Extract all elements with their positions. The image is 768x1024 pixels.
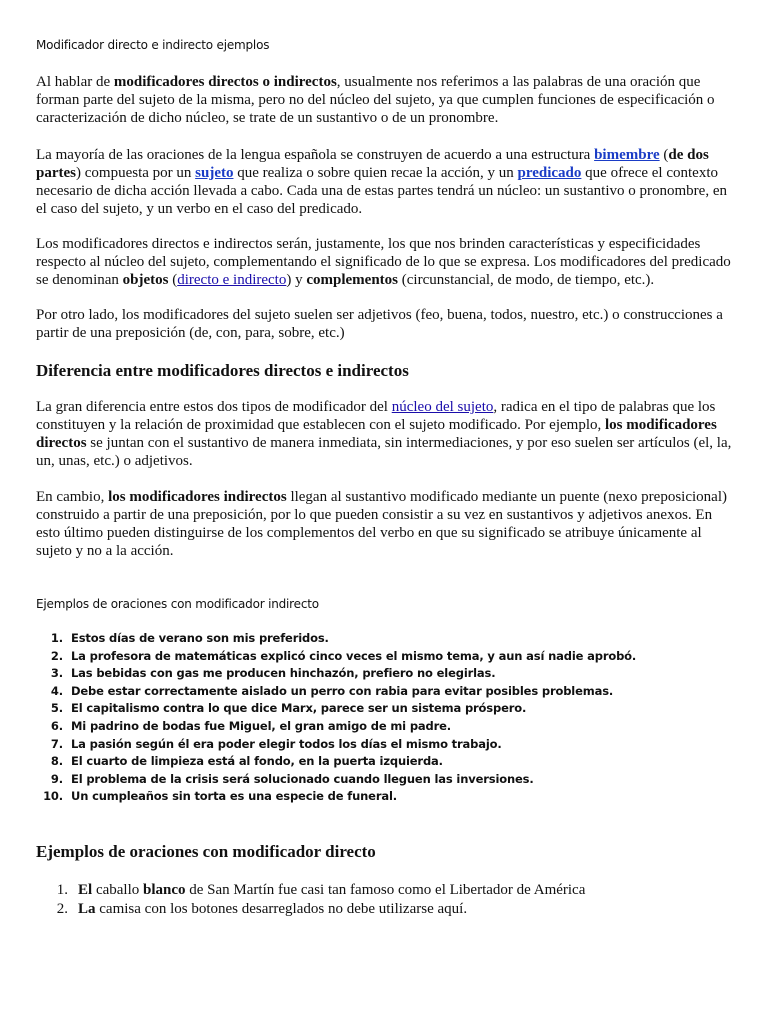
text: La mayoría de las oraciones de la lengua española se construyen de acuerdo a una estructura [36, 147, 595, 163]
paragraph-structure [36, 146, 736, 218]
link-predicado[interactable]: predicado [517, 165, 582, 181]
document-title: Modificador directo e indirecto ejemplos [36, 38, 270, 52]
bold-text: los modificadores indirectos [108, 489, 287, 505]
list-text: El cuarto de limpieza está al fondo, en la puerta izquierda. [71, 754, 443, 769]
text: ( [168, 272, 178, 288]
paragraph-difference [36, 398, 736, 470]
link-nucleo-sujeto[interactable]: núcleo del sujeto [391, 399, 494, 415]
text: , usualmente nos referimos a las palabras de una oración que forman parte del sujeto de la misma, pero no del núcleo del sujeto, ya que cumplen funciones de especificación o caracterización de dicho núcleo, se trate de un sustantivo o de un pronombre. [36, 74, 715, 126]
list-item [36, 718, 716, 736]
list-item [36, 648, 716, 666]
text: Los modificadores directos e indirectos serán, justamente, los que nos brinden características y especificidades respecto al núcleo del sujeto, complementando el significado de lo que se expresa. Los modificadores del predicado se denominan [36, 236, 731, 288]
list-number: 3. [50, 666, 63, 681]
list-text: La pasión según él era poder elegir todos los días el mismo trabajo. [71, 736, 502, 751]
list-number: 1. [50, 631, 63, 645]
list-number: 1. [56, 882, 68, 898]
list-text: Estos días de verano son mis preferidos. [71, 631, 329, 645]
direct-examples-list [36, 881, 716, 919]
text: que ofrece el contexto necesario de dicha acción llevada a cabo. Cada una de estas partes tendrá un núcleo: un sustantivo o pronombre, en el caso del sujeto, y un verbo en el caso del predicado. [36, 165, 727, 217]
subheading-indirect-examples: Ejemplos de oraciones con modificador indirecto [36, 597, 319, 611]
text: camisa con los botones desarreglados no debe utilizarse aquí. [95, 901, 468, 917]
text: caballo [92, 882, 143, 898]
text: , radica en el tipo de palabras que los constituyen y la relación de proximidad que establecen con el sujeto modificado. Por ejemplo, [36, 399, 716, 433]
text: que realiza o sobre quien recae la acción, y un [233, 165, 518, 181]
list-number: 6. [50, 718, 63, 733]
list-text: Debe estar correctamente aislado un perro con rabia para evitar posibles problemas. [71, 683, 614, 698]
list-text: El capitalismo contra lo que dice Marx, parece ser un sistema próspero. [71, 701, 527, 716]
bold-text: La [78, 901, 96, 917]
paragraph-intro [36, 73, 736, 127]
list-item [36, 736, 716, 754]
list-number: 5. [50, 701, 63, 716]
list-number: 7. [50, 736, 63, 751]
list-item [36, 788, 716, 806]
list-number: 8. [50, 754, 63, 769]
list-item [36, 753, 716, 771]
text: de San Martín fue casi tan famoso como el Libertador de América [185, 882, 586, 898]
indirect-examples-list [36, 630, 716, 806]
link-sujeto[interactable]: sujeto [195, 165, 234, 181]
bold-text: los modificadores directos [36, 417, 717, 451]
list-number: 9. [50, 771, 63, 786]
paragraph-modifiers [36, 235, 736, 289]
section-heading-direct-examples: Ejemplos de oraciones con modificador directo [36, 842, 376, 861]
bold-text: blanco [143, 882, 186, 898]
text: Al hablar de [36, 74, 114, 90]
text: En cambio, [36, 489, 109, 505]
text: llegan al sustantivo modificado mediante un puente (nexo preposicional) construido a partir de una preposición, por lo que pueden consistir a su vez en sustantivos y adjetivos anexos. En esto último pueden distinguirse de los complementos del verbo en que su significado se atribuye únicamente al sujeto y no a la acción. [36, 489, 727, 559]
list-number: 4. [50, 683, 63, 698]
list-text: Las bebidas con gas me producen hinchazón, prefiero no elegirlas. [71, 666, 496, 681]
text: ( [659, 147, 669, 163]
list-number: 10. [43, 789, 63, 804]
list-item [36, 683, 716, 701]
list-item [36, 900, 716, 919]
link-bimembre[interactable]: bimembre [594, 147, 660, 163]
list-item [36, 700, 716, 718]
text: ) compuesta por un [76, 165, 196, 181]
list-number: 2. [56, 901, 68, 917]
bold-text: El [78, 882, 93, 898]
text: se juntan con el sustantivo de manera inmediata, sin intermediaciones, y por eso suelen ser artículos (el, la, un, unas, etc.) o adjetivos. [36, 435, 732, 469]
text: ) y [286, 272, 307, 288]
list-text: Un cumpleaños sin torta es una especie de funeral. [71, 789, 397, 804]
paragraph-subject-modifiers [36, 306, 736, 342]
list-text: El problema de la crisis será solucionado cuando lleguen las inversiones. [71, 771, 534, 786]
text: (circunstancial, de modo, de tiempo, etc.). [398, 272, 655, 288]
list-item [36, 630, 716, 648]
bold-text: de dos partes [36, 147, 709, 181]
text: Por otro lado, los modificadores del sujeto suelen ser adjetivos (feo, buena, todos, nuestro, etc.) o construcciones a partir de una preposición (de, con, para, sobre, etc.) [36, 307, 723, 341]
list-item [36, 665, 716, 683]
paragraph-indirect [36, 488, 736, 560]
bold-text: modificadores directos o indirectos [113, 74, 337, 90]
bold-text: objetos [122, 272, 169, 288]
list-number: 2. [50, 648, 63, 663]
list-item [36, 881, 716, 900]
bold-text: complementos [306, 272, 399, 288]
list-text: La profesora de matemáticas explicó cinco veces el mismo tema, y aun así nadie aprobó. [71, 648, 637, 663]
list-text: Mi padrino de bodas fue Miguel, el gran amigo de mi padre. [71, 718, 451, 733]
list-item [36, 771, 716, 789]
link-directo-indirecto[interactable]: directo e indirecto [177, 272, 287, 288]
text: La gran diferencia entre estos dos tipos de modificador del [36, 399, 392, 415]
section-heading-diferencia: Diferencia entre modificadores directos e indirectos [36, 361, 409, 380]
